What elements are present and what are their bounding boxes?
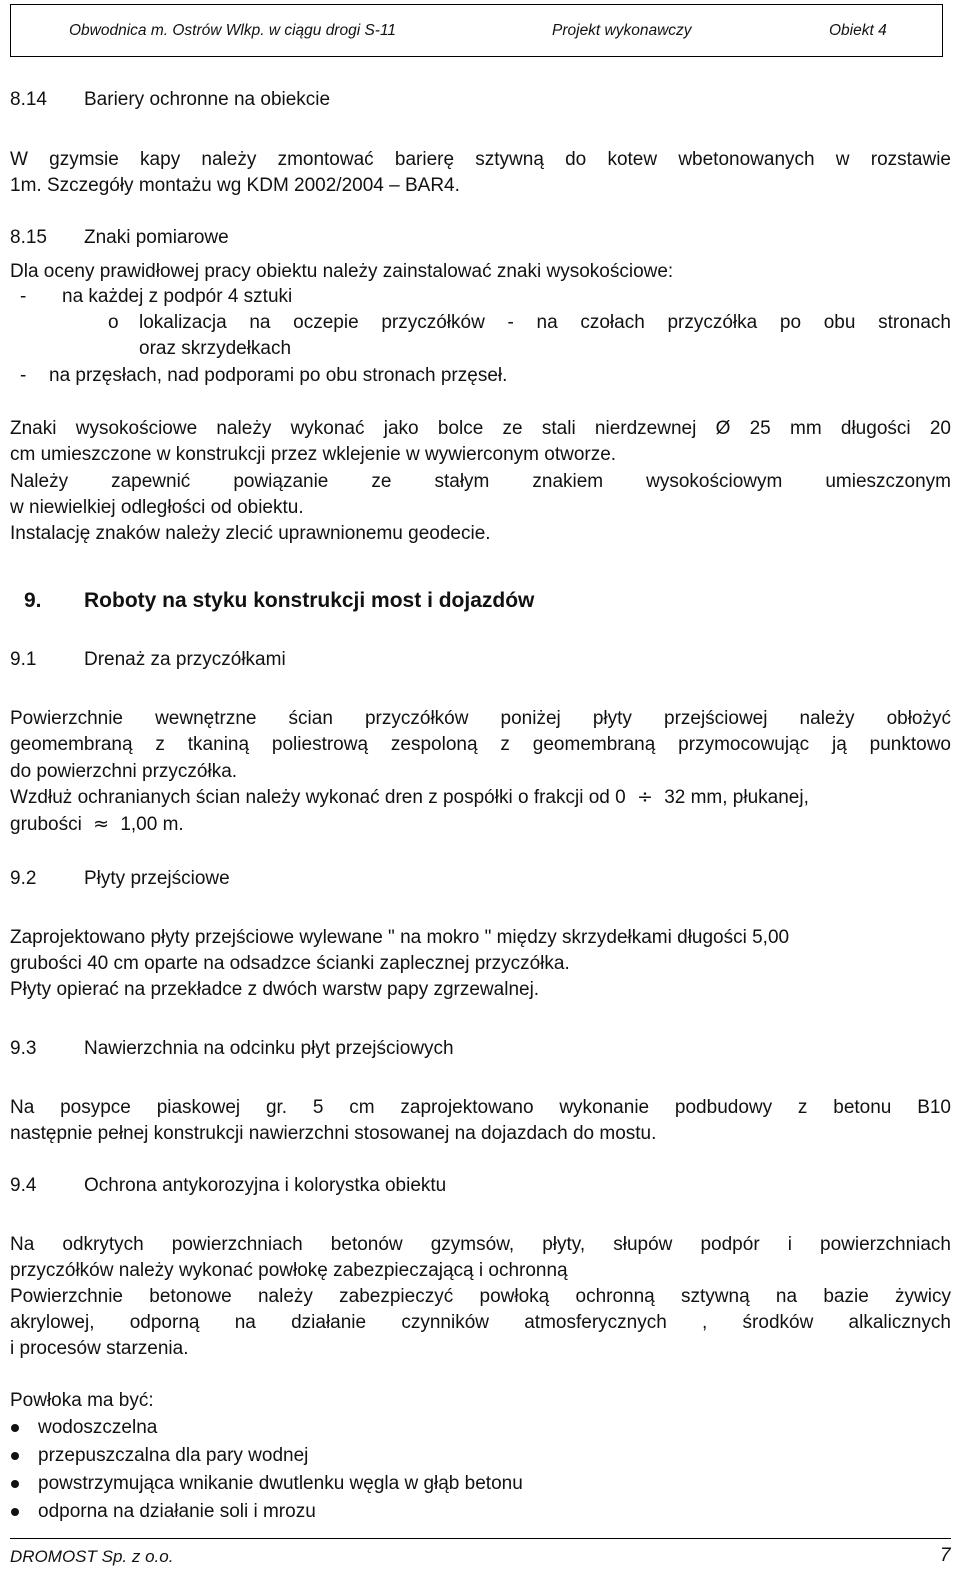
paragraph-line: następnie pełnej konstrukcji nawierzchni stosowanej na dojazdach do mostu. <box>10 1123 657 1144</box>
sub-bullet-marker: o <box>108 312 119 333</box>
list-item: powstrzymująca wnikanie dwutlenku węgla w głąb betonu <box>38 1473 523 1494</box>
section-number-9-4: 9.4 <box>10 1175 37 1196</box>
section-heading-9-3: Nawierzchnia na odcinku płyt przejściowych <box>84 1038 454 1059</box>
header-doc-type: Projekt wykonawczy <box>552 22 692 39</box>
sub-list-item: lokalizacja na oczepie przyczółków - na czołach przyczółka po obu stronach <box>139 312 951 333</box>
paragraph-line: Instalację znaków należy zlecić uprawnionemu geodecie. <box>10 523 491 544</box>
paragraph-line: Powierzchnie betonowe należy zabezpieczyć powłoką ochronną sztywną na bazie żywicy <box>10 1286 951 1307</box>
paragraph-line: cm umieszczone w konstrukcji przez wklejenie w wywierconym otworze. <box>10 444 617 465</box>
paragraph-line: przyczółków należy wykonać powłokę zabezpieczającą i ochronną <box>10 1260 568 1281</box>
text-fragment: 32 mm, płukanej, <box>664 787 809 808</box>
bullet-icon <box>11 1508 19 1516</box>
section-heading-9-4: Ochrona antykorozyjna i kolorystka obiektu <box>84 1175 447 1196</box>
section-number-8-14: 8.14 <box>10 89 47 110</box>
header-object: Obiekt 4 <box>829 22 887 39</box>
paragraph-line <box>10 788 809 807</box>
paragraph-line: Powierzchnie wewnętrzne ścian przyczółków poniżej płyty przejściowej należy obłożyć <box>10 708 951 729</box>
list-item: przepuszczalna dla pary wodnej <box>38 1445 309 1466</box>
paragraph-line: Na posypce piaskowej gr. 5 cm zaprojektowano wykonanie podbudowy z betonu B10 <box>10 1097 951 1118</box>
paragraph-line: i procesów starzenia. <box>10 1338 189 1359</box>
paragraph-line: Na odkrytych powierzchniach betonów gzymsów, płyty, słupów podpór i powierzchniach <box>10 1234 951 1255</box>
paragraph-line: 1m. Szczegóły montażu wg KDM 2002/2004 – BAR4. <box>10 175 460 196</box>
list-item: na każdej z podpór 4 sztuki <box>62 286 293 307</box>
bullet-icon <box>11 1480 19 1488</box>
bullet-icon <box>11 1452 19 1460</box>
paragraph-line: Płyty opierać na przekładce z dwóch warstw papy zgrzewalnej. <box>10 979 540 1000</box>
section-heading-9-2: Płyty przejściowe <box>84 868 230 889</box>
sub-list-item-cont: oraz skrzydełkach <box>139 338 292 359</box>
text-fragment: 1,00 m. <box>120 814 184 835</box>
paragraph-line: Znaki wysokościowe należy wykonać jako bolce ze stali nierdzewnej Ø 25 mm długości 20 <box>10 418 951 439</box>
section-number-9-1: 9.1 <box>10 649 37 670</box>
paragraph-line: W gzymsie kapy należy zmontować barierę sztywną do kotew wbetonowanych w rozstawie <box>10 149 951 170</box>
paragraph-line <box>10 815 184 834</box>
paragraph-line: do powierzchni przyczółka. <box>10 761 238 782</box>
paragraph-line: Dla oceny prawidłowej pracy obiektu należy zainstalować znaki wysokościowe: <box>10 261 674 282</box>
chapter-number-9: 9. <box>24 589 42 612</box>
paragraph-line: akrylowej, odporną na działanie czynników atmosferycznych , środków alkalicznych <box>10 1312 951 1333</box>
page-header <box>10 4 943 57</box>
list-item: wodoszczelna <box>38 1417 158 1438</box>
range-symbol: ÷ <box>636 786 653 808</box>
paragraph-line: geomembraną z tkaniną poliestrową zespoloną z geomembraną przymocowując ją punktowo <box>10 734 951 755</box>
bullet-icon <box>11 1424 19 1432</box>
paragraph-line: grubości 40 cm oparte na odsadzce ścianki zaplecznej przyczółka. <box>10 953 570 974</box>
section-heading-9-1: Drenaż za przyczółkami <box>84 649 286 670</box>
paragraph-line: w niewielkiej odległości od obiektu. <box>10 497 304 518</box>
section-number-9-3: 9.3 <box>10 1038 37 1059</box>
header-project: Obwodnica m. Ostrów Wlkp. w ciągu drogi S-11 <box>69 22 397 39</box>
paragraph-line: Powłoka ma być: <box>10 1390 154 1411</box>
paragraph-line: Zaprojektowano płyty przejściowe wylewane " na mokro " między skrzydełkami długości 5,00 <box>10 927 790 948</box>
approx-symbol: ≈ <box>93 813 110 835</box>
chapter-heading-9: Roboty na styku konstrukcji most i dojazdów <box>84 589 535 612</box>
dash-marker: - <box>20 365 27 386</box>
section-heading-8-15: Znaki pomiarowe <box>84 227 229 248</box>
section-heading-8-14: Bariery ochronne na obiekcie <box>84 89 331 110</box>
section-number-9-2: 9.2 <box>10 868 37 889</box>
footer-divider <box>10 1538 951 1539</box>
paragraph-line: Należy zapewnić powiązanie ze stałym znakiem wysokościowym umieszczonym <box>10 471 951 492</box>
section-number-8-15: 8.15 <box>10 227 47 248</box>
list-item: odporna na działanie soli i mrozu <box>38 1501 316 1522</box>
footer-company: DROMOST Sp. z o.o. <box>10 1547 174 1566</box>
text-fragment: grubości <box>10 814 82 835</box>
dash-marker: - <box>20 286 27 307</box>
text-fragment: Wzdłuż ochranianych ścian należy wykonać dren z pospółki o frakcji od 0 <box>10 787 626 808</box>
list-item: na przęsłach, nad podporami po obu stronach przęseł. <box>49 365 508 386</box>
page-number: 7 <box>940 1545 951 1566</box>
